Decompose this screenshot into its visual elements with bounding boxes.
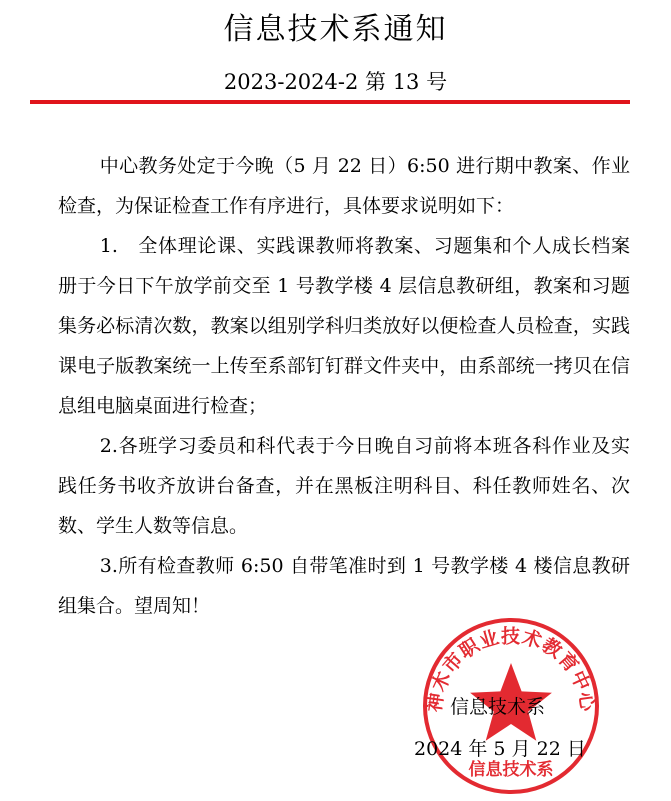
signer: 信息技术系 (450, 696, 546, 718)
notice-body (58, 146, 630, 626)
seal-center-text: 信息技术系 (468, 760, 554, 780)
requirement-1: 1. 全体理论课、实践课教师将教案、习题集和个人成长档案册于今日下午放学前交至 1 号教学楼 4 层信息教研组，教案和习题集务必标清次数，教案以组别学科归类放好以便检查人员检查，实践课电子版教案统一上传至系部钉钉群文件夹中，由系部统一拷贝在信息组电脑桌面进行检查； (58, 235, 630, 417)
document-number: 2023-2024-2 第 13 号 (223, 70, 448, 94)
red-divider (30, 100, 630, 104)
intro-paragraph: 中心教务处定于今晚（5 月 22 日）6:50 进行期中教案、作业检查，为保证检查工作有序进行，具体要求说明如下： (58, 155, 630, 217)
notice-title: 信息技术系通知 (223, 12, 448, 47)
requirement-3: 3.所有检查教师 6:50 自带笔准时到 1 号教学楼 4 楼信息教研组集合。望周知！ (58, 555, 630, 617)
issue-date: 2024 年 5 月 22 日 (414, 738, 586, 760)
seal-ring-text: 神木市职业技术教育中心 (423, 625, 599, 714)
requirement-2: 2.各班学习委员和科代表于今日晚自习前将本班各科作业及实践任务书收齐放讲台备查，并在黑板注明科目、科任教师姓名、次数、学生人数等信息。 (58, 435, 630, 537)
